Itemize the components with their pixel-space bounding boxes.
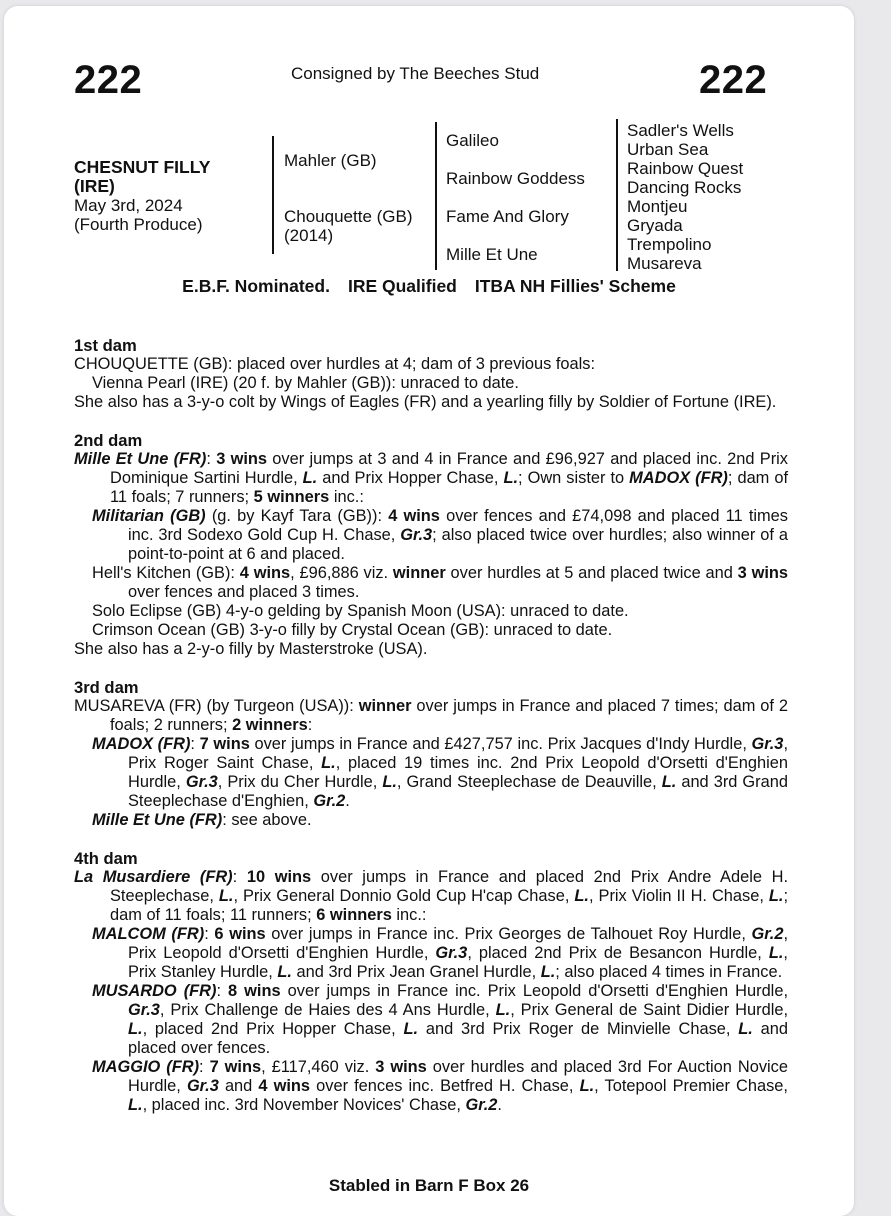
pedigree-gen3-6: Trempolino (627, 235, 712, 254)
section-2nd-dam (74, 431, 788, 659)
text: , Prix General Donnio Gold Cup H'cap Chase, (233, 887, 575, 905)
text: over jumps in France inc. Prix Georges de Talhouet Roy Hurdle, (265, 925, 752, 943)
lot-number-right: 222 (699, 58, 768, 102)
text: : (307, 716, 313, 734)
pedigree-gen3-1: Urban Sea (627, 140, 709, 159)
horse-name: La Musardiere (FR) (74, 868, 233, 886)
section-title: 4th dam (74, 849, 138, 868)
text: , Prix Challenge de Haies des 4 Ans Hurdle, (159, 1001, 496, 1019)
wins: 3 wins (737, 564, 788, 582)
text: inc.: (391, 906, 427, 924)
section-title: 1st dam (74, 336, 137, 355)
winners: 2 winners (232, 716, 308, 734)
dam-entry (74, 450, 788, 507)
nomination-itba: ITBA NH Fillies' Scheme (474, 276, 676, 296)
pedigree-gen3-5: Gryada (627, 216, 683, 235)
section-title: 3rd dam (74, 678, 139, 697)
text: and 3rd Grand Steeplechase d'Enghien, (128, 773, 788, 810)
pedigree-dam (284, 207, 413, 245)
grade: L. (738, 1020, 753, 1038)
text: , placed 19 times inc. 2nd Prix Leopold d'Orsetti d'Enghien Hurdle, (128, 754, 788, 791)
grade: Gr.3 (751, 735, 784, 753)
section-title: 2nd dam (74, 431, 143, 450)
foal-entry (74, 507, 788, 564)
horse-name: Mille Et Une (FR) (92, 811, 223, 829)
pedigree-gen3-4: Montjeu (627, 197, 688, 216)
wins: 3 wins (375, 1058, 427, 1076)
text: , Prix Stanley Hurdle, (128, 944, 788, 981)
dam-entry: CHOUQUETTE (GB): placed over hurdles at 4; dam of 3 previous foals: (74, 355, 596, 373)
text: . (345, 792, 350, 810)
wins: 7 wins (209, 1058, 262, 1076)
nomination-ire: IRE Qualified (347, 276, 457, 296)
pedigree-dam-year: (2014) (284, 226, 334, 245)
grade: L. (128, 1096, 143, 1114)
horse-name-line1: CHESNUT FILLY (74, 157, 211, 177)
wins: 3 wins (216, 450, 268, 468)
stabling-note: Stabled in Barn F Box 26 (328, 1176, 530, 1195)
section-3rd-dam (74, 678, 788, 830)
horse-name: MADOX (FR) (92, 735, 191, 753)
grade: L. (768, 944, 784, 962)
catalogue-body (74, 336, 788, 1134)
grade: L. (503, 469, 519, 487)
foal-entry (74, 564, 788, 602)
grade: L. (540, 963, 556, 981)
text: over jumps in France and placed 2nd Prix Andre Adele H. Steeplechase, (110, 868, 789, 905)
grade: L. (128, 1020, 143, 1038)
foal-entry (74, 982, 788, 1058)
grade: L. (277, 963, 292, 981)
grade: L. (495, 1001, 511, 1019)
text: : (206, 450, 217, 468)
pedigree-gen3-7: Musareva (627, 254, 702, 273)
foal-entry: Crimson Ocean (GB) 3-y-o filly by Crystal Ocean (GB): unraced to date. (92, 621, 613, 639)
pedigree-bracket-1 (272, 136, 274, 254)
winner: winner (358, 697, 412, 715)
nomination-ebf: E.B.F. Nominated. (182, 276, 330, 296)
grade: Gr.3 (435, 944, 468, 962)
text: (g. by Kayf Tara (GB)): (205, 507, 389, 525)
text: inc.: (329, 488, 364, 506)
pedigree-bracket-3 (616, 119, 618, 271)
section-4th-dam (74, 849, 788, 1115)
text: over hurdles at 5 and placed twice and (445, 564, 738, 582)
text: over fences and placed 3 times. (128, 583, 360, 601)
grade: Gr.3 (128, 1001, 160, 1019)
text: : (216, 982, 229, 1000)
grade: L. (574, 887, 589, 905)
horse-info (74, 196, 203, 234)
text: , Totepool Premier Chase, (594, 1077, 788, 1095)
wins: 4 wins (388, 507, 440, 525)
pedigree-gen2-3: Mille Et Une (446, 245, 538, 264)
section-1st-dam (74, 336, 788, 412)
grade: L. (661, 773, 677, 791)
pedigree-gen3-0: Sadler's Wells (627, 121, 734, 140)
text: and 3rd Prix Roger de Minvielle Chase, (418, 1020, 739, 1038)
horse-name: MALCOM (FR) (92, 925, 205, 943)
foal-entry: Vienna Pearl (IRE) (20 f. by Mahler (GB)): unraced to date. (92, 374, 519, 392)
text: , placed 2nd Prix de Besancon Hurdle, (467, 944, 769, 962)
pedigree-gen3-2: Rainbow Quest (627, 159, 744, 178)
pedigree-sire: Mahler (GB) (284, 151, 377, 170)
grade: L. (218, 887, 234, 905)
wins: 4 wins (258, 1077, 311, 1095)
grade: Gr.3 (186, 1077, 219, 1095)
foal-entry (74, 811, 788, 830)
dam-entry (74, 868, 788, 925)
text: , £96,886 viz. (290, 564, 393, 582)
dam-entry (74, 697, 788, 735)
text: : (204, 925, 215, 943)
lot-number-left: 222 (74, 58, 143, 102)
horse-name: MADOX (FR) (629, 469, 728, 487)
text: , Prix du Cher Hurdle, (217, 773, 383, 791)
winner: winner (392, 564, 446, 582)
text: over jumps in France inc. Prix Leopold d'Orsetti d'Enghien Hurdle, (280, 982, 788, 1000)
text: ; Own sister to (518, 469, 630, 487)
text: : see above. (222, 811, 312, 829)
text: and placed over fences. (128, 1020, 789, 1057)
text: and 3rd Prix Jean Granel Hurdle, (291, 963, 541, 981)
text: ; dam of 11 foals; 11 runners; (110, 887, 789, 924)
foal-entry (74, 1058, 788, 1115)
text: over fences inc. Betfred H. Chase, (310, 1077, 580, 1095)
text: ; also placed twice over hurdles; also winner of a point-to-point at 6 and placed. (128, 526, 788, 563)
pedigree-dam-name: Chouquette (GB) (284, 207, 413, 226)
text: , Prix Violin II H. Chase, (588, 887, 769, 905)
winners: 6 winners (316, 906, 392, 924)
grade: L. (302, 469, 318, 487)
text: over jumps at 3 and 4 in France and £96,927 and placed inc. 2nd Prix Dominique Sartini Hurdle, (110, 450, 788, 487)
text: Hell's Kitchen (GB): (92, 564, 240, 582)
horse-name (74, 158, 210, 196)
produce-note: (Fourth Produce) (74, 215, 203, 234)
wins: 8 wins (228, 982, 281, 1000)
text: over jumps in France and £427,757 inc. Prix Jacques d'Indy Hurdle, (249, 735, 752, 753)
text: . (497, 1096, 502, 1114)
text: over jumps in France and placed 7 times; dam of 2 foals; 2 runners; (110, 697, 788, 734)
consignor: Consigned by The Beeches Stud (291, 64, 540, 83)
catalogue-page (4, 6, 854, 1216)
text: MUSAREVA (FR) (by Turgeon (USA)): (74, 697, 359, 715)
grade: Gr.2 (465, 1096, 498, 1114)
grade: L. (768, 887, 784, 905)
wins: 10 wins (246, 868, 312, 886)
horse-name: MAGGIO (FR) (92, 1058, 200, 1076)
text: : (199, 1058, 210, 1076)
horse-name-line2: (IRE) (74, 176, 115, 196)
pedigree-gen2-1: Rainbow Goddess (446, 169, 585, 188)
text: , £117,460 viz. (261, 1058, 376, 1076)
horse-name: Mille Et Une (FR) (74, 450, 207, 468)
text: , Prix Roger Saint Chase, (128, 735, 788, 772)
foal-entry: Solo Eclipse (GB) 4-y-o gelding by Spanish Moon (USA): unraced to date. (92, 602, 629, 620)
foal-entry (74, 925, 788, 982)
text: , Grand Steeplechase de Deauville, (396, 773, 662, 791)
horse-name: Militarian (GB) (92, 507, 206, 525)
text: and Prix Hopper Chase, (317, 469, 504, 487)
grade: L. (403, 1020, 419, 1038)
winners: 5 winners (253, 488, 330, 506)
pedigree-gen2-2: Fame And Glory (446, 207, 569, 226)
text: , placed inc. 3rd November Novices' Chase, (142, 1096, 466, 1114)
text: ; also placed 4 times in France. (555, 963, 783, 981)
grade: L. (382, 773, 397, 791)
foaling-date: May 3rd, 2024 (74, 196, 183, 215)
text: over fences and £74,098 and placed 11 times inc. 3rd Sodexo Gold Cup H. Chase, (128, 507, 788, 544)
grade: Gr.3 (185, 773, 218, 791)
grade: Gr.2 (313, 792, 346, 810)
foal-note: She also has a 2-y-o filly by Masterstroke (USA). (74, 640, 428, 658)
foal-note: She also has a 3-y-o colt by Wings of Eagles (FR) and a yearling filly by Soldier of Fortune (IRE). (74, 393, 777, 411)
grade: L. (321, 754, 336, 772)
wins: 7 wins (199, 735, 250, 753)
wins: 4 wins (239, 564, 291, 582)
text: and (218, 1077, 259, 1095)
text: : (190, 735, 200, 753)
pedigree-bracket-2 (435, 122, 437, 270)
pedigree-gen3-list (627, 121, 743, 273)
grade: L. (579, 1077, 595, 1095)
foal-entry (74, 735, 788, 811)
wins: 6 wins (214, 925, 266, 943)
text: , placed 2nd Prix Hopper Chase, (142, 1020, 404, 1038)
pedigree-gen2-0: Galileo (446, 131, 499, 150)
pedigree-gen3-3: Dancing Rocks (627, 178, 742, 197)
horse-name: MUSARDO (FR) (92, 982, 217, 1000)
nominations-line (4, 276, 854, 297)
text: : (232, 868, 247, 886)
grade: Gr.2 (751, 925, 784, 943)
text: , Prix General de Saint Didier Hurdle, (510, 1001, 789, 1019)
text: , Prix Leopold d'Orsetti d'Enghien Hurdle, (128, 925, 789, 962)
grade: Gr.3 (400, 526, 433, 544)
text: ; dam of 11 foals; 7 runners; (110, 469, 789, 506)
text: over hurdles and placed 3rd For Auction Novice Hurdle, (128, 1058, 788, 1095)
